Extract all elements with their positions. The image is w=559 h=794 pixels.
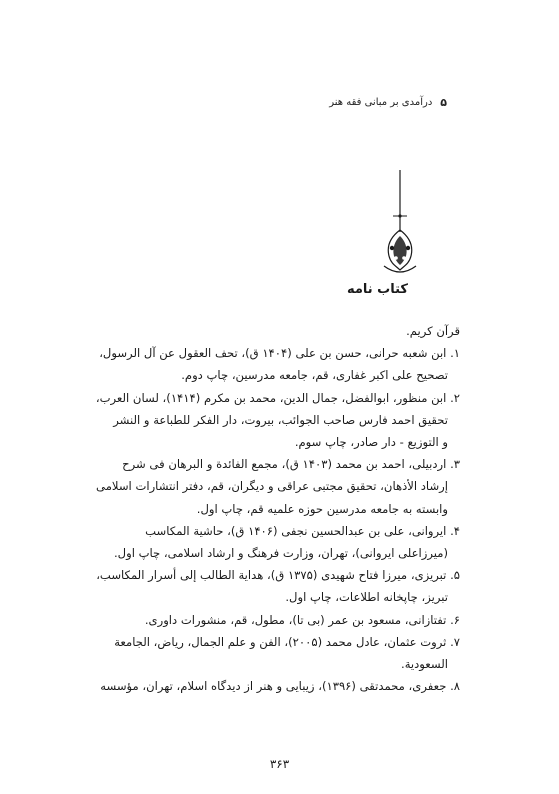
bibliography-body (70, 320, 460, 697)
entry-continuation: تصحیح علی اکبر غفاری، قم، جامعه مدرسین، چاپ دوم. (181, 368, 448, 383)
entry-number: ۵. (450, 568, 460, 583)
entry-number: ۴. (450, 523, 460, 538)
bibliography-entry-7 (70, 631, 460, 653)
entry-text: اردبیلی، احمد بن محمد (۱۴۰۳ ق)، مجمع الفائدة و البرهان فی شرح (122, 457, 447, 472)
entry-continuation: و التوزیع - دار صادر، چاپ سوم. (294, 435, 448, 450)
entry-text: تبریزی، میرزا فتاح شهیدی (۱۳۷۵ ق)، هدایة الطالب إلی أسرار المکاسب، (96, 568, 447, 583)
bibliography-entry-6 (70, 609, 460, 631)
entry-continuation: السعودیة. (401, 657, 448, 672)
intro-line: قرآن کریم. (406, 324, 460, 338)
bibliography-entry-2 (70, 387, 460, 409)
entry-text: ایروانی، علی بن عبدالحسین نجفی (۱۴۰۶ ق)، حاشیة المکاسب (145, 523, 447, 538)
entry-text: جعفری، محمدتقی (۱۳۹۶)، زیبایی و هنر از دیدگاه اسلام، تهران، مؤسسه (100, 679, 447, 694)
entry-text: ابن منظور، ابوالفضل، جمال الدین، محمد بن مکرم (۱۴۱۴)، لسان العرب، (95, 390, 447, 405)
header-title: درآمدی بر مبانی فقه هنر (329, 97, 433, 108)
entry-continuation: (میرزاعلی ایروانی)، تهران، وزارت فرهنگ و ارشاد اسلامی، چاپ اول. (114, 546, 448, 561)
bibliography-entry-4 (70, 520, 460, 542)
entry-text: تفتازانی، مسعود بن عمر (بی تا)، مطول، قم، منشورات داوری. (144, 612, 447, 627)
page-number: ۳۶۳ (269, 757, 290, 771)
entry-text: ثروت عثمان، عادل محمد (۲۰۰۵)، الفن و علم الجمال، ریاض، الجامعة (114, 634, 447, 649)
entry-continuation: إرشاد الأذهان، تحقیق مجتبی عراقی و دیگران، قم، دفتر انتشارات اسلامی (96, 479, 448, 494)
section-title: کتاب نامه (346, 282, 408, 297)
entry-number: ۱. (450, 346, 460, 361)
bibliography-entry-8 (70, 675, 460, 697)
ornament-icon (378, 170, 422, 280)
entry-text: ابن شعبه حرانی، حسن بن علی (۱۴۰۴ ق)، تحف العقول عن آل الرسول، (99, 346, 447, 361)
entry-number: ۲. (450, 390, 460, 405)
entry-number: ۸. (450, 679, 460, 694)
header-page-marker: ۵ (440, 96, 447, 109)
entry-continuation: وابسته به جامعه مدرسین حوزه علمیه قم، چاپ اول. (196, 501, 448, 516)
entry-number: ۶. (450, 612, 460, 627)
entry-number: ۳. (450, 457, 460, 472)
entry-continuation: تبریز، چاپخانه اطلاعات، چاپ اول. (285, 590, 448, 605)
bibliography-entry-3 (70, 453, 460, 475)
bibliography-entry-5 (70, 564, 460, 586)
bibliography-entry-1 (70, 342, 460, 364)
entry-number: ۷. (450, 634, 460, 649)
running-header (329, 96, 447, 109)
entry-continuation: تحقیق احمد فارس صاحب الجوائب، بیروت، دار الفکر للطباعة و النشر (113, 412, 448, 427)
